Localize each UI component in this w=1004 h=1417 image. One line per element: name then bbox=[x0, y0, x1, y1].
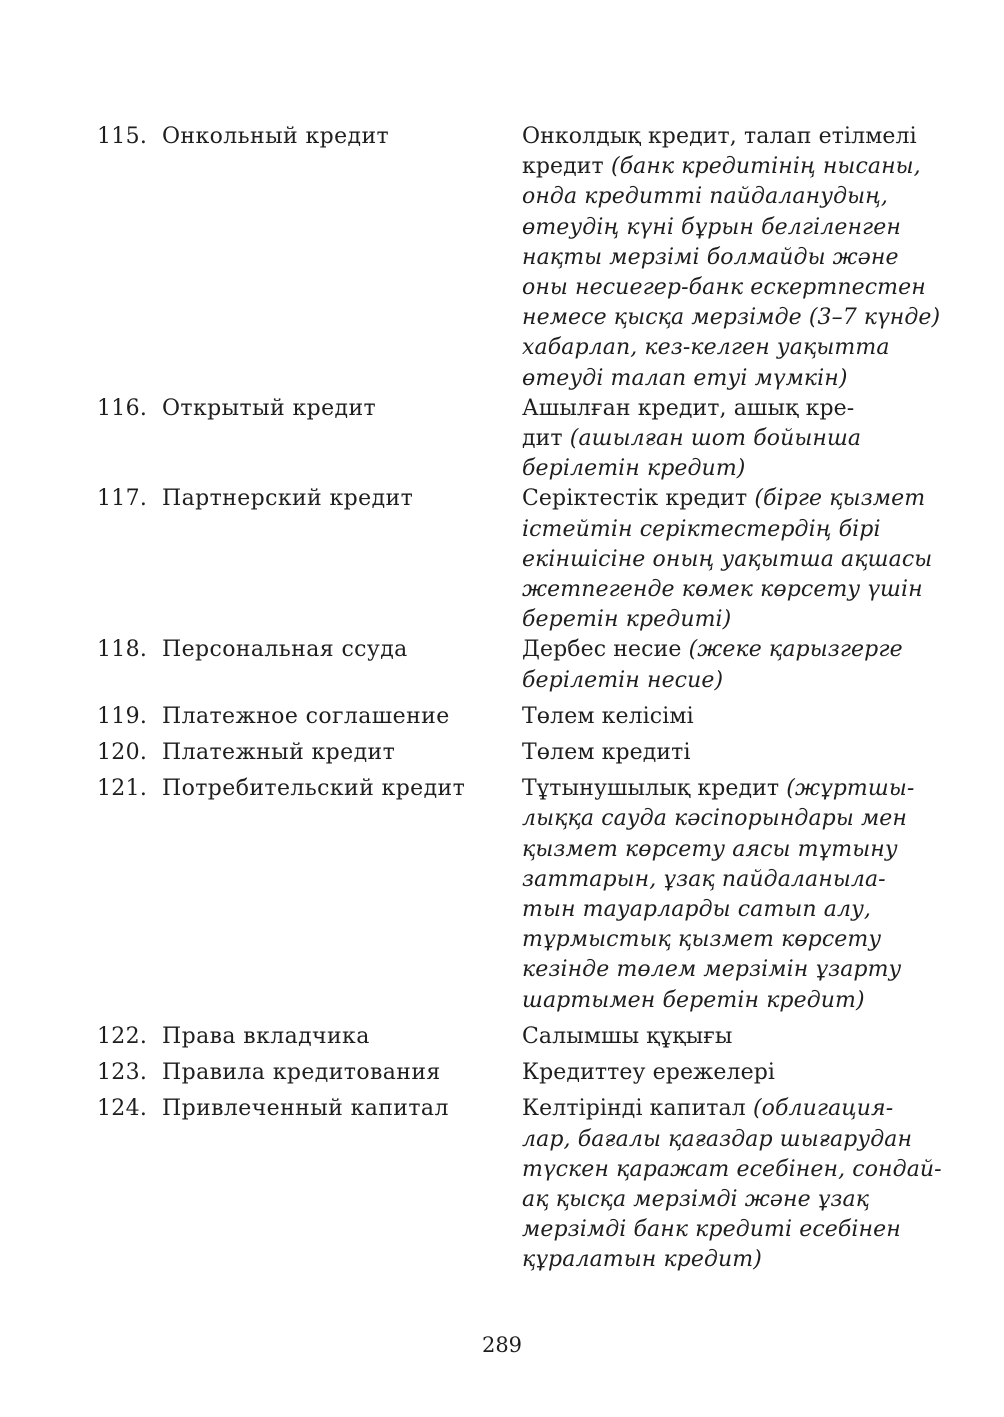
glossary-entry bbox=[97, 1094, 942, 1275]
translation-line bbox=[522, 364, 912, 394]
translation-line bbox=[522, 1245, 912, 1275]
translation-line bbox=[522, 333, 912, 363]
explanation-text: ақ қысқа мерзімді және ұзақ bbox=[522, 1186, 870, 1212]
entry-number: 124. bbox=[97, 1096, 148, 1122]
translation-line bbox=[522, 738, 912, 768]
entry-number: 123. bbox=[97, 1060, 148, 1086]
translation-line bbox=[522, 303, 941, 333]
translation-line bbox=[522, 774, 915, 804]
russian-term: Права вкладчика bbox=[162, 1023, 370, 1049]
translation-line bbox=[522, 835, 912, 865]
translation-text: Төлем келісімі bbox=[522, 703, 694, 729]
entry-number: 117. bbox=[97, 486, 148, 512]
explanation-text: лыққа сауда кәсіпорындары мен bbox=[522, 806, 908, 832]
russian-term: Правила кредитования bbox=[162, 1060, 441, 1086]
kazakh-translation bbox=[522, 1058, 912, 1088]
translation-line bbox=[522, 213, 912, 243]
translation-line bbox=[522, 394, 912, 424]
translation-line bbox=[522, 545, 933, 575]
explanation-text: (бірге қызмет bbox=[754, 486, 926, 512]
translation-line bbox=[522, 575, 923, 605]
explanation-text: лар, бағалы қағаздар шығарудан bbox=[522, 1126, 913, 1152]
kazakh-translation bbox=[522, 738, 912, 768]
russian-term: Платежный кредит bbox=[162, 740, 396, 766]
entry-number: 122. bbox=[97, 1023, 148, 1049]
translation-line bbox=[522, 1185, 912, 1215]
entry-number: 121. bbox=[97, 776, 148, 802]
explanation-text: екіншісіне оның уақытша ақшасы bbox=[522, 546, 933, 572]
translation-line bbox=[522, 702, 912, 732]
translation-text: кредит bbox=[522, 154, 611, 180]
glossary-entry bbox=[97, 702, 912, 732]
glossary-entries bbox=[97, 122, 942, 1276]
explanation-text: (банк кредитінің нысаны, bbox=[610, 154, 921, 180]
translation-line bbox=[522, 182, 912, 212]
kazakh-translation bbox=[522, 774, 915, 1016]
translation-line bbox=[522, 1094, 912, 1124]
explanation-text: шартымен беретін кредит) bbox=[522, 987, 865, 1013]
explanation-text: (облигация- bbox=[752, 1096, 894, 1122]
explanation-text: заттарын, ұзақ пайдаланыла- bbox=[522, 866, 886, 892]
translation-text: Келтірінді капитал bbox=[522, 1096, 753, 1122]
russian-term: Открытый кредит bbox=[162, 395, 377, 421]
translation-line bbox=[522, 605, 912, 635]
glossary-entry bbox=[97, 484, 933, 635]
glossary-entry bbox=[97, 1058, 912, 1088]
entry-number: 119. bbox=[97, 703, 148, 729]
translation-line bbox=[522, 986, 912, 1016]
translation-text: Кредиттеу ережелері bbox=[522, 1060, 776, 1086]
translation-line bbox=[522, 1125, 912, 1155]
entry-number: 120. bbox=[97, 740, 148, 766]
translation-line bbox=[522, 1215, 912, 1245]
glossary-entry bbox=[97, 1022, 912, 1052]
translation-text: Тұтынушылық кредит bbox=[522, 776, 787, 802]
entry-number: 118. bbox=[97, 637, 148, 663]
translation-line bbox=[522, 1022, 912, 1052]
translation-text: дит bbox=[522, 426, 570, 452]
translation-text: Серіктестік кредит bbox=[522, 486, 755, 512]
translation-text: Салымшы құқығы bbox=[522, 1023, 733, 1049]
explanation-text: онда кредитті пайдаланудың, bbox=[522, 184, 889, 210]
translation-line bbox=[522, 454, 912, 484]
russian-term: Привлеченный капитал bbox=[162, 1096, 449, 1122]
explanation-text: түскен қаражат есебінен, сондай- bbox=[522, 1156, 942, 1182]
kazakh-translation bbox=[522, 394, 912, 485]
glossary-entry bbox=[97, 122, 941, 394]
kazakh-translation bbox=[522, 702, 912, 732]
russian-term: Персональная ссуда bbox=[162, 637, 408, 663]
explanation-text: өтеудің күні бұрын белгіленген bbox=[522, 214, 901, 240]
translation-text: Ашылған кредит, ашық кре- bbox=[522, 395, 855, 421]
translation-line bbox=[522, 895, 912, 925]
explanation-text: өтеуді талап етуі мүмкін) bbox=[522, 365, 848, 391]
explanation-text: құралатын кредит) bbox=[522, 1247, 762, 1273]
glossary-entry bbox=[97, 635, 912, 695]
page-number: 289 bbox=[481, 1333, 523, 1357]
kazakh-translation bbox=[522, 1022, 912, 1052]
translation-line bbox=[522, 1058, 912, 1088]
translation-line bbox=[522, 424, 912, 454]
translation-line bbox=[522, 865, 912, 895]
explanation-text: жетпегенде көмек көрсету үшін bbox=[522, 577, 923, 603]
explanation-text: кезінде төлем мерзімін ұзарту bbox=[522, 957, 902, 983]
translation-line bbox=[522, 635, 912, 665]
translation-line bbox=[522, 666, 912, 696]
translation-line bbox=[522, 122, 917, 152]
translation-text: Онколдық кредит, талап етілмелі bbox=[522, 124, 917, 149]
explanation-text: қызмет көрсету аясы тұтыну bbox=[522, 836, 898, 862]
kazakh-translation bbox=[522, 635, 912, 695]
glossary-entry bbox=[97, 394, 912, 485]
entry-number: 115. bbox=[97, 124, 148, 149]
kazakh-translation bbox=[522, 122, 941, 394]
explanation-text: беретін кредиті) bbox=[522, 607, 732, 633]
russian-term: Платежное соглашение bbox=[162, 703, 450, 729]
explanation-text: берілетін кредит) bbox=[522, 456, 746, 482]
kazakh-translation bbox=[522, 484, 933, 635]
explanation-text: тұрмыстық қызмет көрсету bbox=[522, 927, 882, 953]
translation-text: Дербес несие bbox=[522, 637, 689, 663]
explanation-text: тын тауарларды сатып алу, bbox=[522, 897, 872, 923]
explanation-text: (жұртшы- bbox=[786, 776, 915, 802]
explanation-text: немесе қысқа мерзімде (3–7 күнде) bbox=[522, 305, 941, 331]
translation-line bbox=[522, 243, 912, 273]
explanation-text: берілетін несие) bbox=[522, 667, 724, 693]
explanation-text: оны несиегер-банк ескертпестен bbox=[522, 275, 926, 301]
russian-term: Онкольный кредит bbox=[162, 124, 390, 149]
translation-line bbox=[522, 804, 912, 834]
explanation-text: (ашылған шот бойынша bbox=[569, 426, 862, 452]
translation-line bbox=[522, 484, 926, 514]
translation-line bbox=[522, 152, 921, 182]
glossary-entry bbox=[97, 774, 915, 1016]
glossary-entry bbox=[97, 738, 912, 768]
explanation-text: мерзімді банк кредиті есебінен bbox=[522, 1217, 901, 1243]
translation-line bbox=[522, 273, 926, 303]
explanation-text: нақты мерзімі болмайды және bbox=[522, 244, 899, 270]
explanation-text: (жеке қарызгерге bbox=[688, 637, 903, 663]
translation-line bbox=[522, 955, 912, 985]
translation-text: Төлем кредиті bbox=[522, 740, 691, 766]
explanation-text: хабарлап, кез-келген уақытта bbox=[522, 335, 890, 361]
russian-term: Партнерский кредит bbox=[162, 486, 414, 512]
entry-number: 116. bbox=[97, 395, 148, 421]
translation-line bbox=[522, 925, 912, 955]
explanation-text: істейтін серіктестердің бірі bbox=[522, 516, 881, 542]
kazakh-translation bbox=[522, 1094, 942, 1275]
translation-line bbox=[522, 515, 912, 545]
russian-term: Потребительский кредит bbox=[162, 776, 466, 802]
translation-line bbox=[522, 1155, 942, 1185]
